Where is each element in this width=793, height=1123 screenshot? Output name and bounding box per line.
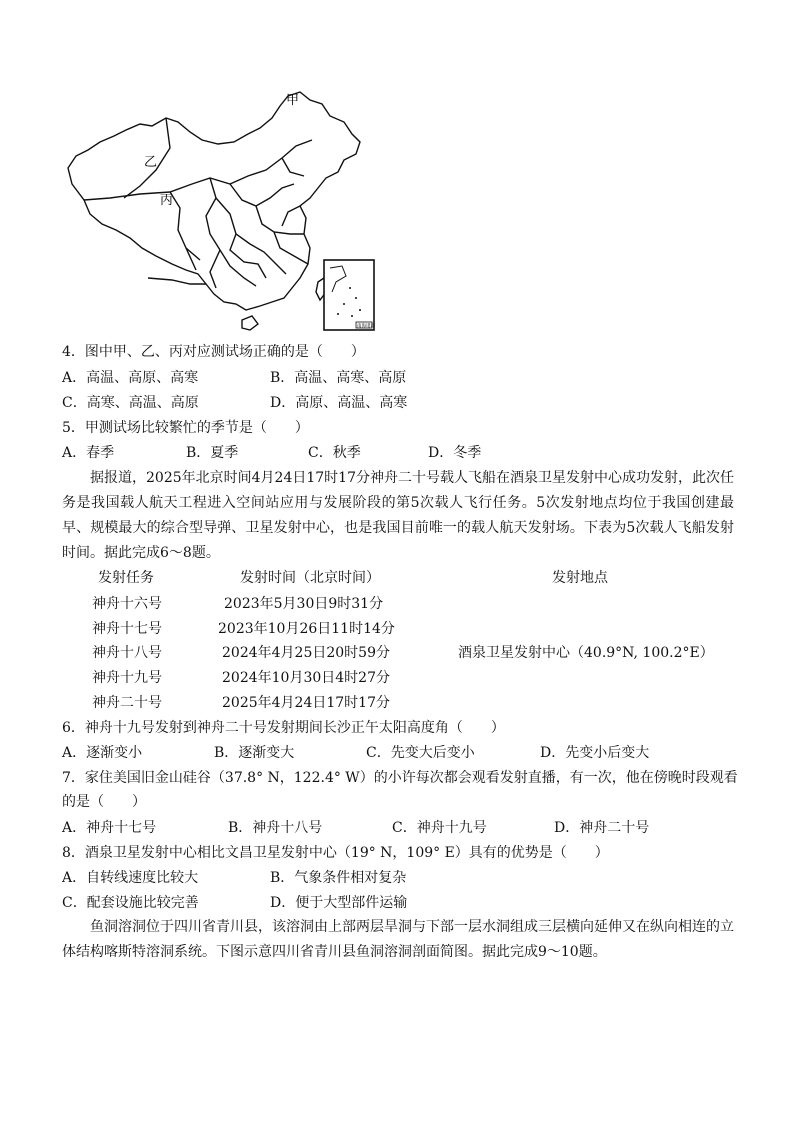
q7-option-b: B．神舟十八号 — [228, 820, 323, 836]
hainan-island — [242, 316, 258, 330]
table-row-task: 神舟十七号 — [92, 621, 162, 637]
table-row-time: 2024年10月30日4时27分 — [222, 670, 390, 686]
map-label-yi: 乙 — [144, 155, 158, 170]
table-row-task: 神舟十八号 — [92, 645, 162, 661]
q4-option-b: B．高温、高寒、高原 — [270, 370, 407, 386]
q7-option-a: A．神舟十七号 — [62, 820, 157, 836]
q5-stem: 5．甲测试场比较繁忙的季节是（ ） — [62, 420, 309, 436]
q5-option-d: D．冬季 — [428, 445, 482, 461]
table-row-task: 神舟十九号 — [92, 670, 162, 686]
passage-yudong-cave: 鱼洞溶洞位于四川省青川县，该溶洞由上部两层旱洞与下部一层水洞组成三层横向延伸又在纵向相连的立体结构喀斯特溶洞系统。下图示意四川省青川县鱼洞溶洞剖面简图。据此完成9～10题。 — [62, 919, 734, 960]
map-label-bing: 丙 — [160, 193, 174, 208]
map-label-jia: 甲 — [286, 93, 300, 108]
q8-option-d: D．便于大型部件运输 — [270, 895, 408, 911]
south-china-sea-inset — [324, 260, 375, 330]
q7-stem-line2: 的是（ ） — [62, 794, 146, 810]
q5-option-b: B．夏季 — [186, 445, 239, 461]
q5-option-a: A．春季 — [62, 445, 115, 461]
table-header-task: 发射任务 — [98, 570, 154, 586]
q7-option-c: C．神舟十九号 — [392, 820, 487, 836]
q7-option-d: D．神舟二十号 — [554, 820, 650, 836]
q7-stem-line1: 7．家住美国旧金山硅谷（37.8° N，122.4° W）的小许每次都会观看发射直播，有一次，他在傍晚时段观看 — [62, 770, 738, 786]
table-row-task: 神舟二十号 — [92, 695, 162, 711]
q4-option-d: D．高原、高温、高寒 — [270, 395, 408, 411]
q6-option-b: B．逐渐变大 — [214, 745, 295, 761]
q6-stem: 6．神舟十九号发射到神舟二十号发射期间长沙正午太阳高度角（ ） — [62, 720, 505, 736]
inset-caption: 南海诸岛 — [357, 324, 375, 329]
q5-option-c: C．秋季 — [308, 445, 361, 461]
table-row-time: 2023年10月26日11时14分 — [218, 621, 395, 637]
table-row-time: 2024年4月25日20时59分 — [222, 645, 390, 661]
q8-option-b: B．气象条件相对复杂 — [270, 870, 407, 886]
q6-option-a: A．逐渐变小 — [62, 745, 143, 761]
q8-option-c: C．配套设施比较完善 — [62, 895, 199, 911]
q8-option-a: A．自转线速度比较大 — [62, 870, 199, 886]
q4-stem: 4．图中甲、乙、丙对应测试场正确的是（ ） — [62, 344, 365, 360]
q6-option-c: C．先变大后变小 — [366, 745, 475, 761]
table-site: 酒泉卫星发射中心（40.9°N, 100.2°E） — [458, 645, 714, 661]
q4-option-c: C．高寒、高温、高原 — [62, 395, 199, 411]
q8-stem: 8．酒泉卫星发射中心相比文昌卫星发射中心（19° N，109° E）具有的优势是（ ） — [62, 845, 609, 861]
china-map — [60, 88, 390, 338]
table-row-time: 2023年5月30日9时31分 — [224, 596, 384, 612]
table-header-time: 发射时间（北京时间） — [240, 570, 380, 586]
q6-option-d: D．先变小后变大 — [540, 745, 650, 761]
table-row-task: 神舟十六号 — [92, 596, 162, 612]
table-row-time: 2025年4月24日17时17分 — [222, 695, 390, 711]
table-header-site: 发射地点 — [552, 570, 608, 586]
passage-shenzhou: 据报道，2025年北京时间4月24日17时17分神舟二十号载人飞船在酒泉卫星发射中心成功发射，此次任务是我国载人航天工程进入空间站应用与发展阶段的第5次载人飞行任务。5次发射地点均位于我国创建最早、规模最大的综合型导弹、卫星发射中心，也是我国目前唯一的载人航天发射场。下表为5次载人飞船发射时间。据此完成6～8题。 — [62, 470, 734, 561]
q4-option-a: A．高温、高原、高寒 — [62, 370, 199, 386]
